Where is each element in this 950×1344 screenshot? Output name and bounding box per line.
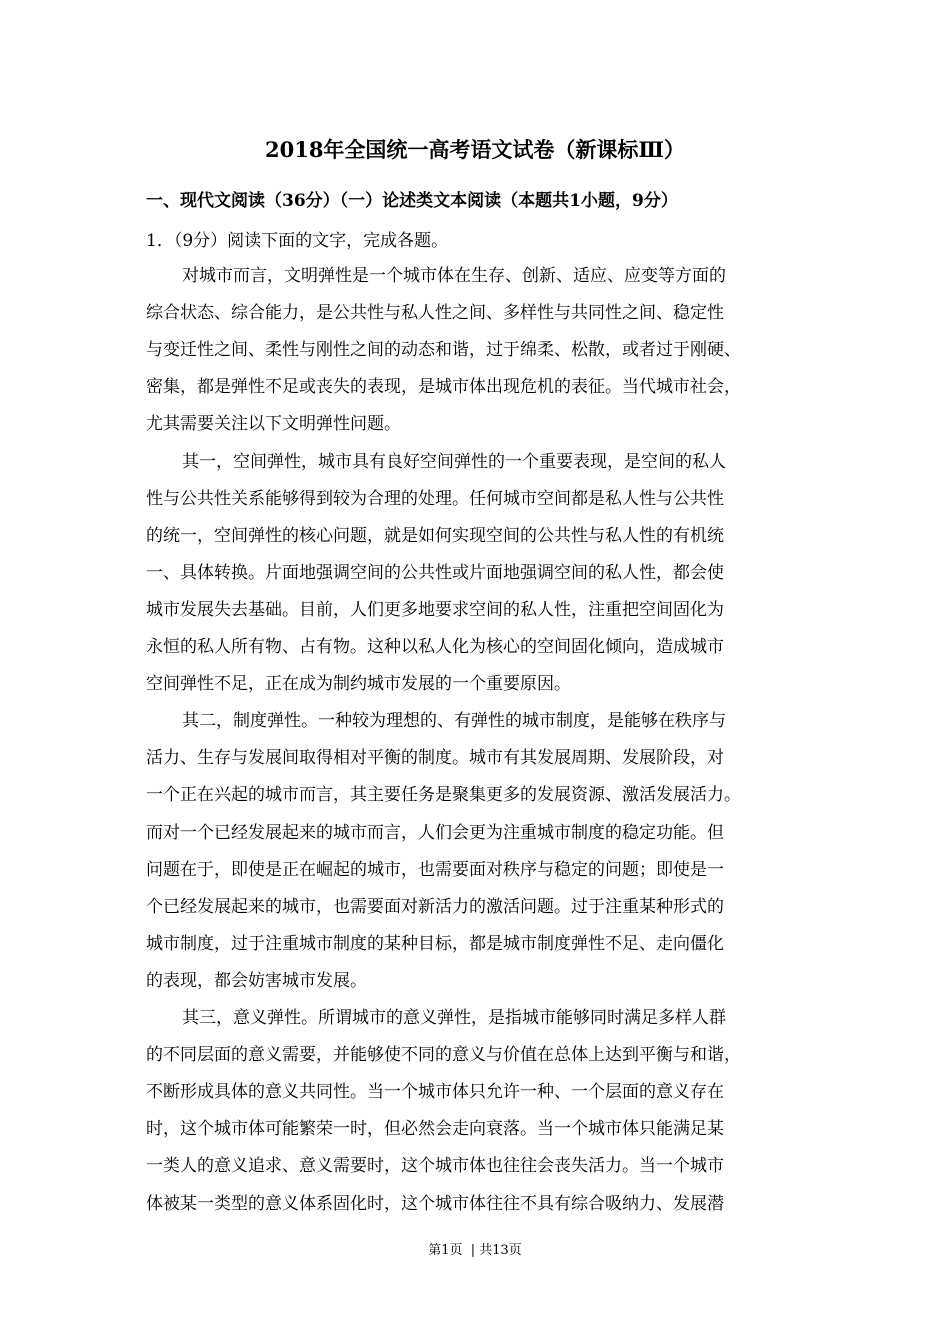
paragraph-line: 体被某一类型的意义体系固化时，这个城市体往往不具有综合吸纳力、发展潜 [146,1194,724,1214]
paragraph-first-line: 对城市而言，文明弹性是一个城市体在生存、创新、适应、应变等方面的 [182,266,726,286]
paragraph-line: 尤其需要关注以下文明弹性问题。 [146,414,401,434]
paragraph-line: 永恒的私人所有物、占有物。这种以私人化为核心的空间固化倾向，造成城市 [146,637,724,657]
page-footer: 第1页 | 共13页 [428,1243,522,1258]
paragraph-line: 的不同层面的意义需要，并能够使不同的意义与价值在总体上达到平衡与和谐， [146,1045,741,1065]
paragraph-line: 的统一，空间弹性的核心问题，就是如何实现空间的公共性与私人性的有机统 [146,526,724,546]
paragraph-line: 与变迁性之间、柔性与刚性之间的动态和谐，过于绵柔、松散，或者过于刚硬、 [146,340,741,360]
paragraph-line: 城市制度，过于注重城市制度的某种目标，都是城市制度弹性不足、走向僵化 [146,934,724,954]
paragraph-line: 问题在于，即使是正在崛起的城市，也需要面对秩序与稳定的问题；即使是一 [146,860,724,880]
paragraph-line: 一类人的意义追求、意义需要时，这个城市体也往往会丧失活力。当一个城市 [146,1156,724,1176]
paragraph-line: 密集，都是弹性不足或丧失的表现，是城市体出现危机的表征。当代城市社会， [146,377,741,397]
paragraph-line: 空间弹性不足，正在成为制约城市发展的一个重要原因。 [146,674,571,694]
paragraph-line: 的表现，都会妨害城市发展。 [146,971,367,991]
paragraph-first-line: 其二，制度弹性。一种较为理想的、有弹性的城市制度，是能够在秩序与 [182,711,726,731]
question-stem: 1．（9分）阅读下面的文字，完成各题。 [146,231,449,251]
paragraph-line: 一个正在兴起的城市而言，其主要任务是聚集更多的发展资源、激活发展活力。 [146,785,741,805]
paragraph-line: 综合状态、综合能力，是公共性与私人性之间、多样性与共同性之间、稳定性 [146,303,724,323]
paragraph-first-line: 其一，空间弹性，城市具有良好空间弹性的一个重要表现，是空间的私人 [182,452,726,472]
paragraph-line: 活力、生存与发展间取得相对平衡的制度。城市有其发展周期、发展阶段，对 [146,748,724,768]
section-heading: 一、现代文阅读（36分）（一）论述类文本阅读（本题共1小题，9分） [146,191,678,211]
paragraph-line: 一、具体转换。片面地强调空间的公共性或片面地强调空间的私人性，都会使 [146,563,724,583]
paragraph-line: 个已经发展起来的城市，也需要面对新活力的激活问题。过于注重某种形式的 [146,897,724,917]
paragraph-line: 城市发展失去基础。目前，人们更多地要求空间的私人性，注重把空间固化为 [146,600,724,620]
paragraph-first-line: 其三，意义弹性。所谓城市的意义弹性，是指城市能够同时满足多样人群 [182,1008,726,1028]
paragraph-line: 不断形成具体的意义共同性。当一个城市体只允许一种、一个层面的意义存在 [146,1082,724,1102]
paragraph-line: 性与公共性关系能够得到较为合理的处理。任何城市空间都是私人性与公共性 [146,489,724,509]
document-title: 2018年全国统一高考语文试卷（新课标Ⅲ） [264,137,686,162]
paragraph-line: 而对一个已经发展起来的城市而言，人们会更为注重城市制度的稳定功能。但 [146,823,724,843]
paragraph-line: 时，这个城市体可能繁荣一时，但必然会走向衰落。当一个城市体只能满足某 [146,1119,724,1139]
